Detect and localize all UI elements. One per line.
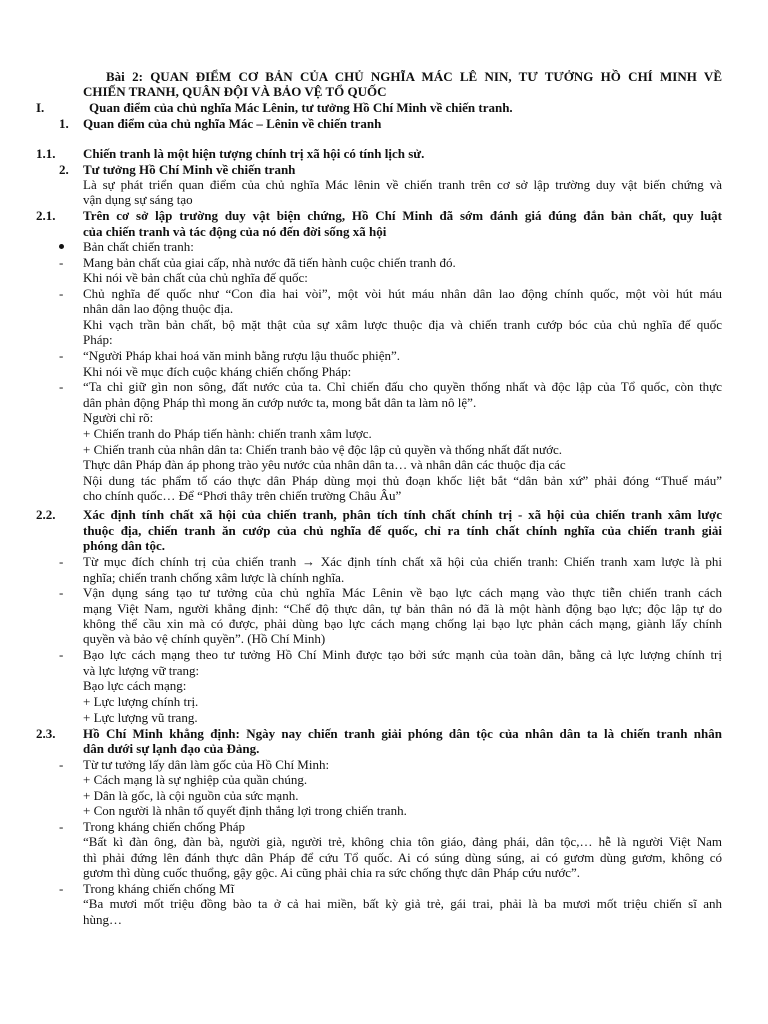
line-text: dân phản động Pháp thì mong ăn cướp nước ta, mong bắt dân ta làm nô lệ”. [83, 395, 477, 410]
line-text: Khi vạch trần bản chất, bộ mặt thật của sự xâm lược thuộc địa và chiến tranh cướp bóc của chủ nghĩa đế quốc [83, 317, 722, 332]
line-text: Trên cơ sở lập trường duy vật biện chứng, Hồ Chí Minh đã sớm đánh giá đúng đắn bản chất, quy luật [83, 208, 722, 223]
list-marker: 1. [59, 116, 69, 131]
list-marker: 1.1. [36, 146, 56, 161]
line-text: Bạo lực cách mạng: [83, 678, 187, 693]
list-marker: - [59, 819, 64, 834]
line-text: nhân dân lao động thuộc địa. [83, 301, 234, 316]
line-text: + Cách mạng là sự nghiệp của quần chúng. [83, 772, 308, 787]
line-text: “Ta chỉ giữ gìn non sông, đất nước của ta. Chỉ chiến đấu cho quyền thống nhất và độc lập của Tổ quốc, còn thực [83, 379, 722, 394]
list-marker: - [59, 585, 64, 600]
line-text: Chủ nghĩa đế quốc như “Con đỉa hai vòi”, một vòi hút máu nhân dân lao động chính quốc, một vòi hút máu [83, 286, 722, 301]
line-text: và lực lượng vữ trang: [83, 663, 200, 678]
line-text: Chiến tranh là một hiện tượng chính trị xã hội có tính lịch sử. [83, 146, 425, 161]
line-text: “Bất kì đàn ông, đàn bà, người già, người trẻ, không chia tôn giáo, đảng phái, dân tộc,… hễ là người Việt Nam [83, 834, 722, 849]
line-text: mạng Việt Nam, người khẳng định: “Chế độ thực dân, tự bản thân nó đã là một hành động bạo lực; độc lập tự do [83, 601, 722, 616]
line-text: + Lực lượng vũ trang. [83, 710, 198, 725]
list-marker: - [59, 348, 64, 363]
list-marker: - [59, 379, 64, 394]
line-text: dân dưới sự lạnh đạo của Đảng. [83, 741, 260, 756]
line-text: Quan điểm của chủ nghĩa Mác – Lênin về chiến tranh [83, 116, 382, 131]
list-marker: - [59, 554, 64, 569]
line-text: Trong kháng chiến chống Mĩ [83, 881, 235, 896]
line-text: Bạo lực cách mạng theo tư tưởng Hồ Chí Minh được tạo bởi sức mạnh của toàn dân, bằng cả lực lượng chính trị [83, 647, 722, 662]
list-marker: - [59, 255, 64, 270]
line-text: thuộc địa, chiến tranh ăn cướp của chủ nghĩa đế quốc, chỉ ra tính chất chính nghĩa của chiến tranh giải [83, 523, 722, 538]
line-text: Thực dân Pháp đàn áp phong trào yêu nước của nhân dân ta… và nhân dân các thuộc địa các [83, 457, 566, 472]
line-text: Mang bản chất của giai cấp, nhà nước đã tiến hành cuộc chiến tranh đó. [83, 255, 456, 270]
line-text: Là sự phát triển quan điểm của chủ nghĩa Mác lênin về chiến tranh trên cơ sở lập trường duy vật biến chứng và [83, 177, 722, 192]
list-marker: - [59, 881, 64, 896]
line-text: không thể cầu xin mà có được, phải dùng bạo lực cách mạng chống lại bạo lực phản cách mạng, giành lấy chính [83, 616, 722, 631]
list-marker: - [59, 757, 64, 772]
line-text: nghĩa; chiến tranh chống xâm lược là chính nghĩa. [83, 570, 345, 585]
line-text: Quan điểm của chủ nghĩa Mác Lênin, tư tưởng Hồ Chí Minh về chiến tranh. [89, 100, 513, 115]
line-text: Vận dụng sáng tạo tư tưởng của chủ nghĩa Mác Lênin về bạo lực cách mạng vào thực tiễn chiến tranh cách [83, 585, 722, 600]
list-marker: 2.2. [36, 507, 56, 522]
list-marker: - [59, 286, 64, 301]
line-text: + Lực lượng chính trị. [83, 694, 199, 709]
line-text: quyền và bảo vệ chính quyền”. (Hồ Chí Minh) [83, 631, 326, 646]
line-text: Hồ Chí Minh khẳng định: Ngày nay chiến tranh giải phóng dân tộc của nhân dân ta là chiến tranh nhân [83, 726, 722, 741]
line-text: Khi nói về bản chất của chủ nghĩa đế quốc: [83, 270, 308, 285]
line-text: Bản chất chiến tranh: [83, 239, 194, 254]
line-text: của chiến tranh và tác động của nó đến đời sống xã hội [83, 224, 387, 239]
line-text: vận dụng sự sáng tạo [83, 192, 193, 207]
line-text: + Chiến tranh của nhân dân ta: Chiến tranh bảo vệ độc lập củ quyền và thống nhất đất nước. [83, 442, 563, 457]
line-text: Khi nói về mục đích cuộc kháng chiến chống Pháp: [83, 364, 352, 379]
list-marker: 2. [59, 162, 69, 177]
line-text: Tư tưởng Hồ Chí Minh về chiến tranh [83, 162, 296, 177]
line-text: Pháp: [83, 332, 113, 347]
line-text: + Con người là nhân tố quyết định thắng lợi trong chiến tranh. [83, 803, 407, 818]
line-text: Từ mục đích chính trị của chiến tranh → Xác định tính chất xã hội của chiến tranh: Chiến tranh xam lược là phi [83, 554, 722, 569]
list-marker: I. [36, 100, 45, 115]
line-text: Người chỉ rõ: [83, 410, 154, 425]
line-text: thì phải đứng lên đánh thực dân Pháp để cứu Tổ quốc. Ai có súng dùng súng, ai có gươm dùng gươm, không có [83, 850, 722, 865]
list-marker: 2.1. [36, 208, 56, 223]
line-text: Xác định tính chất xã hội của chiến tranh, phân tích tính chất chính trị - xã hội của chiến tranh xâm lược [83, 507, 722, 522]
list-marker: - [59, 647, 64, 662]
line-text: Nội dung tác phẩm tố cáo thực dân Pháp dùng mọi thủ đoạn khốc liệt bắt “dân bản xứ” phải đóng “Thuế máu” [83, 473, 722, 488]
line-text: “Người Pháp khai hoá văn minh bằng rượu lậu thuốc phiện”. [83, 348, 401, 363]
line-text: “Ba mươi mốt triệu đồng bào ta ở cả hai miền, bất kỳ giả trẻ, gái trai, phải là ba mươi mốt triệu chiến sĩ anh [83, 896, 722, 911]
line-text: gươm thì dùng cuốc thuổng, gậy gộc. Ai cũng phải chia ra sức chống thực dân Pháp cứu nước”. [83, 865, 581, 880]
line-text: cho chính quốc… Để “Phơi thây trên chiến trường Châu Âu” [83, 488, 402, 503]
document-page: Bài 2: QUAN ĐIỂM CƠ BẢN CỦA CHỦ NGHĨA MÁC LÊ NIN, TƯ TƯỞNG HỒ CHÍ MINH VỀ CHIẾN TRANH, QUÂN ĐỘI VÀ BẢO VỆ TỔ QUỐC I. Quan điểm của chủ nghĩa Mác Lênin, tư tưởng Hồ Chí Minh về chiến tranh. 1. Quan điểm của chủ nghĩa Mác – Lênin về chiến tranh 1.1. Chiến tranh là một hiện tượng chính trị xã hội có tính lịch sử. 2. Tư tưởng Hồ Chí Minh về chiến tranh Là sự phát triển quan điểm của chủ nghĩa Mác lênin về chiến tranh trên cơ sở lập trường duy vật biến chứng và vận dụng sự sáng tạo 2.1. Trên cơ sở lập trường duy vật biện chứng, Hồ Chí Minh đã sớm đánh giá đúng đắn bản chất, quy luật của chiến tranh và tác động của nó đến đời sống xã hội Bản chất chiến tranh: - Mang bản chất của giai cấp, nhà nước đã tiến hành cuộc chiến tranh đó. Khi nói về bản chất của chủ nghĩa đế quốc: - Chủ nghĩa đế quốc như “Con đỉa hai vòi”, một vòi hút máu nhân dân lao động chính quốc, một vòi hút máu nhân dân lao động thuộc địa. Khi vạch trần bản chất, bộ mặt thật của sự xâm lược thuộc địa và chiến tranh cướp bóc của chủ nghĩa đế quốc Pháp: - “Người Pháp khai hoá văn minh bằng rượu lậu thuốc phiện”. Khi nói về mục đích cuộc kháng chiến chống Pháp: - “Ta chỉ giữ gìn non sông, đất nước của ta. Chỉ chiến đấu cho quyền thống nhất và độc lập của Tổ quốc, còn thực dân phản động Pháp thì mong ăn cướp nước ta, mong bắt dân ta làm nô lệ”. Người chỉ rõ: + Chiến tranh do Pháp tiến hành: chiến tranh xâm lược. + Chiến tranh của nhân dân ta: Chiến tranh bảo vệ độc lập củ quyền và thống nhất đất nước. Thực dân Pháp đàn áp phong trào yêu nước của nhân dân ta… và nhân dân các thuộc địa các Nội dung tác phẩm tố cáo thực dân Pháp dùng mọi thủ đoạn khốc liệt bắt “dân bản xứ” phải đóng “Thuế máu” cho chính quốc… Để “Phơi thây trên chiến trường Châu Âu” 2.2. Xác định tính chất xã hội của chiến tranh, phân tích tính chất chính trị - xã hội của chiến tranh xâm lược thuộc địa, chiến tranh ăn cướp của chủ nghĩa đế quốc, chỉ ra tính chất chính nghĩa của chiến tranh giải phóng dân tộc. - Từ mục đích chính trị của chiến tranh → Xác định tính chất xã hội của chiến tranh: Chiến tranh xam lược là phi nghĩa; chiến tranh chống xâm lược là chính nghĩa. - Vận dụng sáng tạo tư tưởng của chủ nghĩa Mác Lênin về bạo lực cách mạng vào thực tiễn chiến tranh cách mạng Việt Nam, người khẳng định: “Chế độ thực dân, tự bản thân nó đã là một hành động bạo lực; độc lập tự do không thể cầu xin mà có được, phải dùng bạo lực cách mạng chống lại bạo lực phản cách mạng, giành lấy chính quyền và bảo vệ chính quyền”. (Hồ Chí Minh) - Bạo lực cách mạng theo tư tưởng Hồ Chí Minh được tạo bởi sức mạnh của toàn dân, bằng cả lực lượng chính trị và lực lượng vữ trang: Bạo lực cách mạng: + Lực lượng chính trị. + Lực lượng vũ trang. 2.3. Hồ Chí Minh khẳng định: Ngày nay chiến tranh giải phóng dân tộc của nhân dân ta là chiến tranh nhân dân dưới sự lạnh đạo của Đảng. - Từ tư tưởng lấy dân làm gốc của Hồ Chí Minh: + Cách mạng là sự nghiệp của quần chúng. + Dân là gốc, là cội nguồn của sức mạnh. + Con người là nhân tố quyết định thắng lợi trong chiến tranh. - Trong kháng chiến chống Pháp “Bất kì đàn ông, đàn bà, người già, người trẻ, không chia tôn giáo, đảng phái, dân tộc,… hễ là người Việt Nam thì phải đứng lên đánh thực dân Pháp để cứu Tổ quốc. Ai có súng dùng súng, ai có gươm dùng gươm, không có gươm thì dùng cuốc thuổng, gậy gộc. Ai cũng phải chia ra sức chống thực dân Pháp cứu nước”. - Trong kháng chiến chống Mĩ “Ba mươi mốt triệu đồng bào ta ở cả hai miền, bất kỳ giả trẻ, gái trai, phải là ba mươi mốt triệu chiến sĩ anh hùng… [36, 69, 722, 927]
line-text: Trong kháng chiến chống Pháp [83, 819, 246, 834]
line-text: Từ tư tưởng lấy dân làm gốc của Hồ Chí Minh: [83, 757, 330, 772]
line-text: + Dân là gốc, là cội nguồn của sức mạnh. [83, 788, 299, 803]
line-text: hùng… [83, 912, 122, 927]
list-marker: 2.3. [36, 726, 56, 741]
line-text: + Chiến tranh do Pháp tiến hành: chiến tranh xâm lược. [83, 426, 372, 441]
line-text: phóng dân tộc. [83, 538, 165, 553]
bullet-icon [59, 244, 64, 249]
